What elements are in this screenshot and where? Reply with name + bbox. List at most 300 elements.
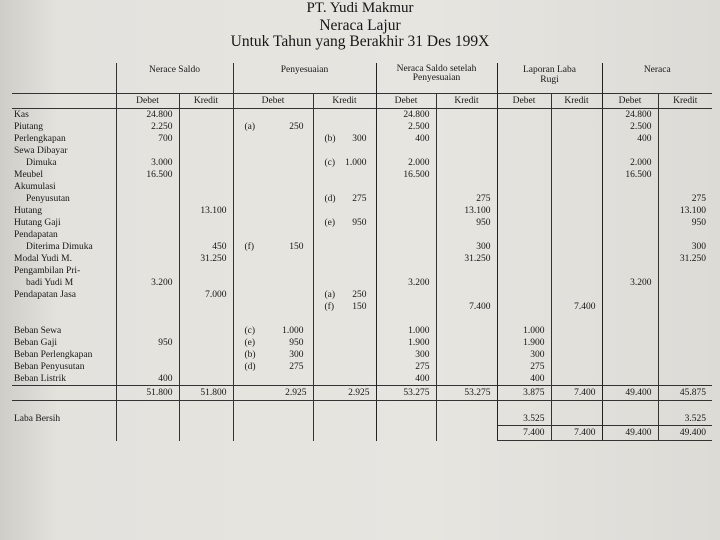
cell-adj-debet [233, 349, 313, 361]
cell-adj-kredit [313, 169, 376, 181]
cell-ns-kredit [179, 181, 233, 193]
company-name: PT. Yudi Makmur [306, 0, 414, 16]
cell-ns-kredit [179, 265, 233, 277]
adjustment-amount: 300 [352, 133, 367, 144]
cell-ns-kredit [179, 337, 233, 349]
cell-adj-kredit [313, 109, 376, 122]
cell-nsp-kredit: 950 [436, 217, 497, 229]
account-name: Dimuka [26, 157, 57, 168]
cell-ns-debet: 3.000 [116, 157, 179, 169]
table-row [12, 313, 712, 325]
cell-lr-kredit [551, 133, 602, 145]
cell-n-kredit [658, 109, 712, 122]
account-name: Diterima Dimuka [26, 241, 93, 252]
cell-lr-debet [497, 169, 551, 181]
cell-n-debet [602, 217, 658, 229]
cell-adj-kredit [313, 241, 376, 253]
cell-ns-debet [116, 193, 179, 205]
cell-lr-debet: 400 [497, 373, 551, 386]
cell-ns-debet [116, 205, 179, 217]
cell-n-debet [602, 205, 658, 217]
cell-nsp-kredit [436, 373, 497, 386]
cell-lr-kredit [551, 313, 602, 325]
cell-nsp-kredit [436, 157, 497, 169]
document-title: Neraca Lajur [319, 17, 401, 34]
cell-ns-debet [116, 361, 179, 373]
total-cell: 51.800 [179, 386, 233, 401]
cell-adj-kredit [313, 289, 376, 301]
adjustment-ref: (a) [244, 121, 256, 132]
cell-ns-kredit: 450 [179, 241, 233, 253]
cell-nsp-debet: 2.500 [376, 121, 436, 133]
total-cell: 2.925 [313, 386, 376, 401]
cell-lr-debet [497, 181, 551, 193]
table-row [12, 121, 712, 133]
cell-nsp-kredit [436, 121, 497, 133]
cell-ns-debet [116, 313, 179, 325]
cell-lr-kredit [551, 217, 602, 229]
table-row [12, 349, 712, 361]
total-cell: 45.875 [658, 386, 712, 401]
cell-n-debet [602, 181, 658, 193]
header-group-laba-rugi: Laporan Laba Rugi [497, 63, 602, 94]
account-name: Sewa Dibayar [14, 145, 68, 156]
total-cell: 53.275 [376, 386, 436, 401]
cell-nsp-debet: 1.900 [376, 337, 436, 349]
account-name: Kas [14, 109, 29, 120]
table-body [12, 109, 712, 386]
laba-bersih-row [12, 413, 712, 426]
cell-adj-debet [233, 169, 313, 181]
cell-n-kredit: 13.100 [658, 205, 712, 217]
final-totals-row [12, 426, 712, 441]
cell-nsp-kredit [436, 337, 497, 349]
account-name: Meubel [14, 169, 44, 180]
cell-nsp-debet [376, 241, 436, 253]
table-row [12, 289, 712, 301]
cell-ns-kredit: 7.000 [179, 289, 233, 301]
cell-ns-debet: 700 [116, 133, 179, 145]
cell-adj-debet [233, 301, 313, 313]
cell-ns-kredit [179, 373, 233, 386]
header-group-nsp: Neraca Saldo setelah Penyesuaian [376, 63, 497, 94]
table-row [12, 145, 712, 157]
cell-ns-kredit [179, 217, 233, 229]
table-row [12, 205, 712, 217]
cell-nsp-kredit [436, 133, 497, 145]
cell-ns-debet [116, 301, 179, 313]
cell-nsp-debet [376, 145, 436, 157]
adjustment-ref: (e) [244, 337, 256, 348]
cell-n-kredit [658, 145, 712, 157]
cell-adj-debet [233, 325, 313, 337]
account-name: Akumulasi [14, 181, 56, 192]
cell-ns-kredit [179, 349, 233, 361]
cell-nsp-kredit [436, 325, 497, 337]
cell-nsp-kredit [436, 277, 497, 289]
cell-n-kredit: 275 [658, 193, 712, 205]
cell-n-debet [602, 193, 658, 205]
cell-n-debet: 2.500 [602, 121, 658, 133]
cell-n-kredit [658, 289, 712, 301]
cell-nsp-debet: 16.500 [376, 169, 436, 181]
cell-ns-debet [116, 229, 179, 241]
cell-ns-debet [116, 253, 179, 265]
cell-adj-debet [233, 241, 313, 253]
cell-ns-debet [116, 289, 179, 301]
table-row [12, 277, 712, 289]
table-row [12, 181, 712, 193]
cell-ns-kredit [179, 109, 233, 122]
cell-nsp-kredit [436, 349, 497, 361]
adjustment-amount: 250 [352, 289, 367, 300]
cell-adj-debet [233, 337, 313, 349]
cell-nsp-kredit [436, 109, 497, 122]
adjustment-amount: 300 [289, 349, 304, 360]
cell-ns-debet [116, 217, 179, 229]
cell-n-kredit [658, 181, 712, 193]
total-cell: 53.275 [436, 386, 497, 401]
cell-adj-debet [233, 253, 313, 265]
cell-adj-debet [233, 157, 313, 169]
cell-n-kredit [658, 373, 712, 386]
cell-nsp-debet [376, 217, 436, 229]
cell-adj-debet [233, 133, 313, 145]
table-row [12, 301, 712, 313]
cell-adj-kredit [313, 133, 376, 145]
laba-lr-debet: 3.525 [497, 413, 551, 426]
laba-bersih-label: Laba Bersih [14, 413, 61, 424]
cell-n-debet [602, 241, 658, 253]
cell-adj-kredit [313, 205, 376, 217]
table-row [12, 253, 712, 265]
final-cell: 49.400 [658, 426, 712, 441]
cell-lr-debet [497, 241, 551, 253]
cell-n-kredit [658, 313, 712, 325]
account-name: badi Yudi M [26, 277, 74, 288]
cell-nsp-kredit [436, 145, 497, 157]
account-name: Beban Penyusutan [14, 361, 85, 372]
final-cell: 7.400 [551, 426, 602, 441]
cell-lr-debet [497, 313, 551, 325]
header-group-penyesuaian: Penyesuaian [233, 63, 376, 94]
cell-n-debet [602, 145, 658, 157]
header-kredit: Kredit [436, 94, 497, 109]
header-debet: Debet [497, 94, 551, 109]
cell-nsp-debet: 400 [376, 373, 436, 386]
cell-n-debet: 24.800 [602, 109, 658, 122]
cell-nsp-kredit: 7.400 [436, 301, 497, 313]
account-name [12, 301, 116, 313]
cell-adj-kredit [313, 145, 376, 157]
table-row [12, 157, 712, 169]
cell-ns-debet: 950 [116, 337, 179, 349]
cell-lr-kredit [551, 157, 602, 169]
cell-adj-debet [233, 193, 313, 205]
cell-ns-kredit [179, 145, 233, 157]
cell-n-kredit [658, 229, 712, 241]
cell-n-debet [602, 265, 658, 277]
cell-adj-debet [233, 373, 313, 386]
cell-n-kredit [658, 277, 712, 289]
header-kredit: Kredit [313, 94, 376, 109]
cell-lr-debet [497, 157, 551, 169]
cell-lr-debet: 300 [497, 349, 551, 361]
table-row [12, 337, 712, 349]
cell-nsp-debet [376, 289, 436, 301]
cell-n-kredit [658, 121, 712, 133]
cell-lr-kredit [551, 181, 602, 193]
table-row [12, 193, 712, 205]
cell-n-kredit: 300 [658, 241, 712, 253]
cell-n-kredit [658, 265, 712, 277]
table-row [12, 325, 712, 337]
cell-adj-kredit [313, 361, 376, 373]
cell-lr-kredit [551, 289, 602, 301]
cell-lr-kredit [551, 169, 602, 181]
cell-lr-debet [497, 301, 551, 313]
cell-n-debet: 3.200 [602, 277, 658, 289]
cell-nsp-kredit: 300 [436, 241, 497, 253]
cell-adj-debet [233, 229, 313, 241]
cell-adj-debet [233, 265, 313, 277]
cell-lr-debet: 1.900 [497, 337, 551, 349]
cell-n-kredit [658, 361, 712, 373]
cell-lr-kredit [551, 361, 602, 373]
cell-ns-kredit [179, 325, 233, 337]
cell-n-kredit [658, 157, 712, 169]
cell-n-kredit: 950 [658, 217, 712, 229]
table-row [12, 373, 712, 386]
header-debet: Debet [233, 94, 313, 109]
cell-nsp-kredit [436, 361, 497, 373]
cell-adj-kredit [313, 301, 376, 313]
cell-nsp-kredit: 31.250 [436, 253, 497, 265]
cell-lr-debet [497, 145, 551, 157]
adjustment-amount: 150 [289, 241, 304, 252]
adjustment-ref: (b) [324, 133, 336, 144]
final-cell: 7.400 [497, 426, 551, 441]
cell-lr-kredit [551, 205, 602, 217]
cell-n-debet: 16.500 [602, 169, 658, 181]
total-cell: 51.800 [116, 386, 179, 401]
cell-nsp-kredit [436, 181, 497, 193]
cell-ns-kredit [179, 121, 233, 133]
cell-nsp-debet: 300 [376, 349, 436, 361]
cell-adj-kredit [313, 229, 376, 241]
cell-nsp-debet [376, 301, 436, 313]
cell-n-debet [602, 229, 658, 241]
cell-n-debet [602, 337, 658, 349]
cell-lr-kredit [551, 109, 602, 122]
cell-lr-debet [497, 133, 551, 145]
table-row [12, 361, 712, 373]
cell-adj-kredit [313, 121, 376, 133]
cell-ns-debet [116, 325, 179, 337]
cell-adj-kredit [313, 253, 376, 265]
cell-adj-kredit [313, 313, 376, 325]
cell-ns-kredit [179, 169, 233, 181]
cell-ns-kredit: 13.100 [179, 205, 233, 217]
cell-lr-debet [497, 205, 551, 217]
cell-adj-debet [233, 289, 313, 301]
laba-neraca-kredit: 3.525 [658, 413, 712, 426]
totals-row [12, 386, 712, 401]
cell-lr-kredit [551, 193, 602, 205]
adjustment-amount: 950 [352, 217, 367, 228]
account-name: Pengambilan Pri- [14, 265, 81, 276]
cell-adj-debet [233, 121, 313, 133]
cell-lr-debet [497, 217, 551, 229]
cell-adj-kredit [313, 373, 376, 386]
adjustment-amount: 275 [289, 361, 304, 372]
header-group-neraca-saldo: Nerace Saldo [116, 63, 233, 94]
cell-lr-kredit [551, 265, 602, 277]
adjustment-amount: 250 [289, 121, 304, 132]
account-name: Perlengkapan [14, 133, 66, 144]
worksheet-table [12, 63, 712, 441]
cell-lr-debet [497, 253, 551, 265]
cell-ns-debet: 24.800 [116, 109, 179, 122]
cell-lr-kredit [551, 349, 602, 361]
account-name [12, 313, 116, 325]
cell-n-debet [602, 301, 658, 313]
total-cell: 2.925 [233, 386, 313, 401]
cell-nsp-debet: 24.800 [376, 109, 436, 122]
table-row [12, 241, 712, 253]
cell-lr-kredit [551, 277, 602, 289]
cell-lr-debet [497, 277, 551, 289]
account-name: Modal Yudi M. [14, 253, 72, 264]
header-debet: Debet [602, 94, 658, 109]
header-kredit: Kredit [658, 94, 712, 109]
cell-adj-debet [233, 313, 313, 325]
cell-adj-debet [233, 217, 313, 229]
cell-ns-kredit [179, 193, 233, 205]
account-name: Piutang [14, 121, 44, 132]
cell-n-kredit [658, 337, 712, 349]
cell-nsp-debet [376, 181, 436, 193]
cell-adj-debet [233, 205, 313, 217]
cell-adj-kredit [313, 349, 376, 361]
cell-nsp-debet: 2.000 [376, 157, 436, 169]
adjustment-ref: (b) [244, 349, 256, 360]
cell-nsp-kredit [436, 229, 497, 241]
cell-nsp-debet [376, 253, 436, 265]
cell-ns-debet: 3.200 [116, 277, 179, 289]
cell-n-kredit [658, 133, 712, 145]
total-cell: 3.875 [497, 386, 551, 401]
cell-n-kredit [658, 325, 712, 337]
cell-ns-kredit [179, 133, 233, 145]
cell-nsp-debet [376, 229, 436, 241]
cell-n-debet: 400 [602, 133, 658, 145]
table-row [12, 169, 712, 181]
cell-lr-debet [497, 121, 551, 133]
adjustment-ref: (d) [244, 361, 256, 372]
adjustment-amount: 1.000 [345, 157, 367, 168]
cell-ns-debet [116, 241, 179, 253]
cell-lr-kredit [551, 337, 602, 349]
cell-nsp-kredit [436, 289, 497, 301]
table-row [12, 109, 712, 122]
cell-nsp-kredit [436, 313, 497, 325]
cell-ns-kredit [179, 157, 233, 169]
cell-lr-kredit [551, 373, 602, 386]
adjustment-ref: (f) [244, 241, 254, 252]
cell-lr-kredit: 7.400 [551, 301, 602, 313]
cell-ns-kredit [179, 229, 233, 241]
account-name: Beban Listrik [14, 373, 66, 384]
account-name: Beban Gaji [14, 337, 58, 348]
cell-lr-debet [497, 265, 551, 277]
cell-n-kredit [658, 301, 712, 313]
cell-nsp-debet: 275 [376, 361, 436, 373]
cell-lr-kredit [551, 241, 602, 253]
adjustment-amount: 950 [289, 337, 304, 348]
cell-nsp-debet: 3.200 [376, 277, 436, 289]
cell-ns-kredit [179, 313, 233, 325]
header-debet: Debet [116, 94, 179, 109]
cell-ns-debet: 400 [116, 373, 179, 386]
spacer-row [12, 401, 712, 414]
cell-lr-kredit [551, 253, 602, 265]
cell-nsp-debet [376, 205, 436, 217]
cell-lr-debet [497, 289, 551, 301]
cell-ns-debet [116, 181, 179, 193]
cell-ns-kredit [179, 301, 233, 313]
period-title: Untuk Tahun yang Berakhir 31 Des 199X [230, 33, 490, 50]
adjustment-ref: (d) [324, 193, 336, 204]
cell-adj-kredit [313, 193, 376, 205]
cell-n-debet [602, 325, 658, 337]
account-name: Hutang Gaji [14, 217, 61, 228]
total-cell: 49.400 [602, 386, 658, 401]
cell-lr-debet [497, 229, 551, 241]
cell-adj-kredit [313, 277, 376, 289]
account-name: Beban Perlengkapan [14, 349, 93, 360]
cell-nsp-debet [376, 193, 436, 205]
adjustment-ref: (f) [324, 301, 334, 312]
adjustment-ref: (e) [324, 217, 336, 228]
header-kredit: Kredit [551, 94, 602, 109]
cell-nsp-debet [376, 265, 436, 277]
cell-adj-debet [233, 145, 313, 157]
cell-lr-kredit [551, 229, 602, 241]
cell-ns-debet [116, 145, 179, 157]
cell-nsp-kredit [436, 265, 497, 277]
account-name: Penyusutan [26, 193, 70, 204]
table-header [12, 63, 712, 109]
cell-adj-kredit [313, 217, 376, 229]
cell-nsp-debet [376, 313, 436, 325]
cell-nsp-kredit: 275 [436, 193, 497, 205]
cell-n-debet [602, 289, 658, 301]
cell-lr-kredit [551, 121, 602, 133]
cell-lr-debet: 275 [497, 361, 551, 373]
cell-adj-kredit [313, 337, 376, 349]
cell-lr-kredit [551, 145, 602, 157]
account-name: Pendapatan [14, 229, 58, 240]
account-name: Pendapatan Jasa [14, 289, 76, 300]
cell-ns-kredit: 31.250 [179, 253, 233, 265]
cell-nsp-kredit: 13.100 [436, 205, 497, 217]
adjustment-amount: 150 [352, 301, 367, 312]
account-name: Hutang [14, 205, 42, 216]
table-row [12, 217, 712, 229]
final-cell: 49.400 [602, 426, 658, 441]
cell-ns-debet: 2.250 [116, 121, 179, 133]
